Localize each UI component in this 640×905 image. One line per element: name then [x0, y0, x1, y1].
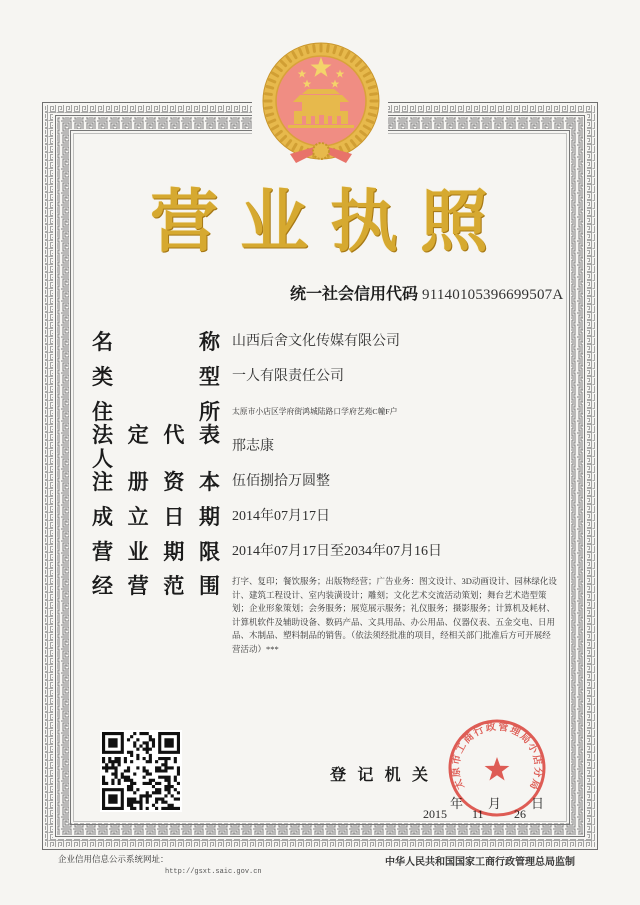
field-label: 名 称	[92, 329, 220, 354]
issue-day-label: 日	[531, 796, 545, 811]
issue-year-label: 年	[450, 796, 464, 811]
company-type-value: 一人有限责任公司	[232, 368, 344, 384]
business-scope-line: 营活动）***	[232, 643, 279, 654]
registration-authority-label: 登 记 机 关	[330, 765, 428, 784]
business-scope-line: 品、木制品、塑料制品的销售。（依法须经批准的项目，经相关部门批准后方可开展经	[232, 630, 551, 640]
issue-year: 2015	[423, 807, 447, 821]
field-label: 住 所	[92, 399, 220, 424]
field-label: 类 型	[92, 364, 220, 389]
address-value: 太原市小店区学府街鸿城陆路口学府艺苑C幢F户	[232, 406, 398, 416]
issue-month: 11	[472, 807, 484, 821]
credit-code-label: 统一社会信用代码	[290, 284, 419, 303]
business-term-value: 2014年07月17日至2034年07月16日	[232, 543, 442, 559]
issue-month-label: 月	[488, 796, 502, 811]
field-label: 成 立 日 期	[92, 504, 220, 529]
license-title: 营业执照	[150, 182, 511, 262]
date-established-value: 2014年07月17日	[232, 508, 330, 524]
business-scope-line: 划；企业形象策划；会务服务；展览展示服务；礼仪服务；摄影服务；计算机及耗材、	[232, 603, 556, 613]
business-scope-line: 计算机软件及辅助设备、数码产品、文具用品、办公用品、仪器仪表、五金交电、日用	[232, 616, 556, 627]
seal-text-path: 太原市工商行政管理局小店分局	[450, 721, 544, 791]
credit-code-value: 91140105396699507A	[422, 287, 564, 303]
company-name-value: 山西后舍文化传媒有限公司	[232, 333, 400, 349]
field-label: 经 营 范 围	[92, 574, 220, 598]
footer-site-label: 企业信用信息公示系统网址：	[58, 855, 169, 865]
business-scope-line: 打字、复印；餐饮服务；出版物经营；广告业务：图文设计、3D动画设计、园林绿化设	[232, 576, 557, 586]
field-label: 法 定 代 表 人	[92, 422, 220, 471]
legal-representative-value: 邢志康	[232, 438, 274, 454]
seal-star-icon	[485, 757, 510, 781]
footer-site-url: http://gsxt.saic.gov.cn	[165, 868, 262, 876]
seal-text	[449, 720, 546, 792]
footer-issuer: 中华人民共和国国家工商行政管理总局监制	[385, 857, 575, 868]
issue-day: 26	[514, 807, 526, 821]
field-label: 注 册 资 本	[92, 469, 220, 494]
field-label: 营 业 期 限	[92, 539, 220, 564]
registered-capital-value: 伍佰捌拾万圆整	[232, 473, 330, 489]
business-scope-line: 计、建筑工程设计、室内装潢设计；雕刻；文化艺术交流活动策划；舞台艺术造型策	[232, 589, 547, 600]
